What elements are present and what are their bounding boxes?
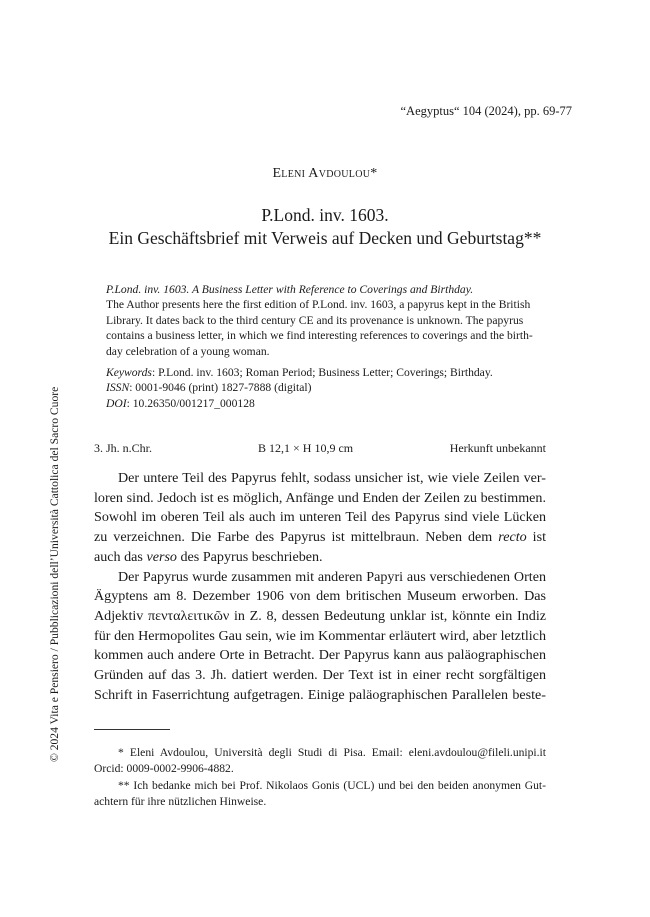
body-line: kommen auch andere Orte in Betracht. Der Papyrus kann aus paläographischen xyxy=(94,647,546,664)
body-line: auch das verso des Papyrus beschrieben. xyxy=(94,548,323,565)
footnote-2-line-1: ** Ich bedanke mich bei Prof. Nikolaos Gonis (UCL) und bei den beiden anonymen Gut- xyxy=(118,778,546,792)
abstract-line: contains a business letter, in which we find interesting references to coverings and the birth- xyxy=(106,329,533,343)
keywords-block xyxy=(106,365,538,411)
footnotes xyxy=(94,745,546,811)
footnote-2-line-2: achtern für ihre nützlichen Hinweise. xyxy=(94,795,267,809)
author-name: Eleni Avdoulou* xyxy=(272,166,378,181)
abstract-english-title: P.Lond. inv. 1603. A Business Letter with Reference to Coverings and Birthday. xyxy=(106,283,474,296)
body-line: loren sind. Jedoch ist es möglich, Anfänge und Enden der Zeilen zu bestimmen. xyxy=(94,489,546,506)
issn-line: ISSN: 0001-9046 (print) 1827-7888 (digital) xyxy=(106,381,312,395)
abstract xyxy=(106,282,538,359)
papyrus-dimensions: B 12,1 × H 10,9 cm xyxy=(258,441,354,455)
body-line: zu verzeichnen. Die Farbe des Papyrus ist mittelbraun. Neben dem recto ist xyxy=(94,529,546,546)
body-line: Gründen auf das 3. Jh. datiert werden. Der Text ist in einer recht sorgfältigen xyxy=(94,667,546,684)
keywords-line: Keywords: P.Lond. inv. 1603; Roman Period; Business Letter; Coverings; Birthday. xyxy=(106,366,493,379)
body-line: Schrift in Faserrichtung aufgetragen. Einige paläographischen Parallelen beste- xyxy=(94,686,546,703)
body-line: Adjektiv πενταλειτικῶν in Z. 8, dessen Bedeutung unklar ist, könnte ein Indiz xyxy=(94,607,546,624)
article-title-line-2: Ein Geschäftsbrief mit Verweis auf Decken und Geburtstag** xyxy=(108,228,542,248)
body-line: Der Papyrus wurde zusammen mit anderen Papyri aus verschiedenen Orten xyxy=(118,568,546,585)
copyright-sidebar: © 2024 Vita e Pensiero / Pubblicazioni dell’Università Cattolica del Sacro Cuore xyxy=(48,386,61,762)
body-line: Ägyptens am 8. Dezember 1906 von dem britischen Museum erworben. Das xyxy=(94,588,546,605)
body-line: Der untere Teil des Papyrus fehlt, sodass unsicher ist, wie viele Zeilen ver- xyxy=(118,470,546,486)
body-text xyxy=(94,469,546,705)
footnote-separator xyxy=(94,729,170,730)
article-title-line-1: P.Lond. inv. 1603. xyxy=(261,205,389,225)
abstract-line: day celebration of a young woman. xyxy=(106,344,270,358)
papyrus-date: 3. Jh. n.Chr. xyxy=(94,441,153,455)
papyrus-provenance: Herkunft unbekannt xyxy=(449,441,546,455)
abstract-line: Library. It dates back to the third century CE and its provenance is unknown. The papyrus xyxy=(106,313,524,327)
body-line: Sowohl im oberen Teil als auch im unteren Teil des Papyrus sind viele Lücken xyxy=(94,509,546,526)
footnote-1-line-1: * Eleni Avdoulou, Università degli Studi di Pisa. Email: eleni.avdoulou@fileli.unipi.it xyxy=(118,746,546,759)
footnote-1-line-2: Orcid: 0009-0002-9906-4882. xyxy=(94,762,234,776)
doi-line: DOI: 10.26350/001217_000128 xyxy=(106,396,255,410)
abstract-line: The Author presents here the first edition of P.Lond. inv. 1603, a papyrus kept in the British xyxy=(106,298,531,312)
body-line: für den Hermopolites Gau sein, wie im Kommentar erläutert wird, aber letztlich xyxy=(94,627,546,644)
journal-reference: “Aegyptus“ 104 (2024), pp. 69-77 xyxy=(400,104,572,118)
